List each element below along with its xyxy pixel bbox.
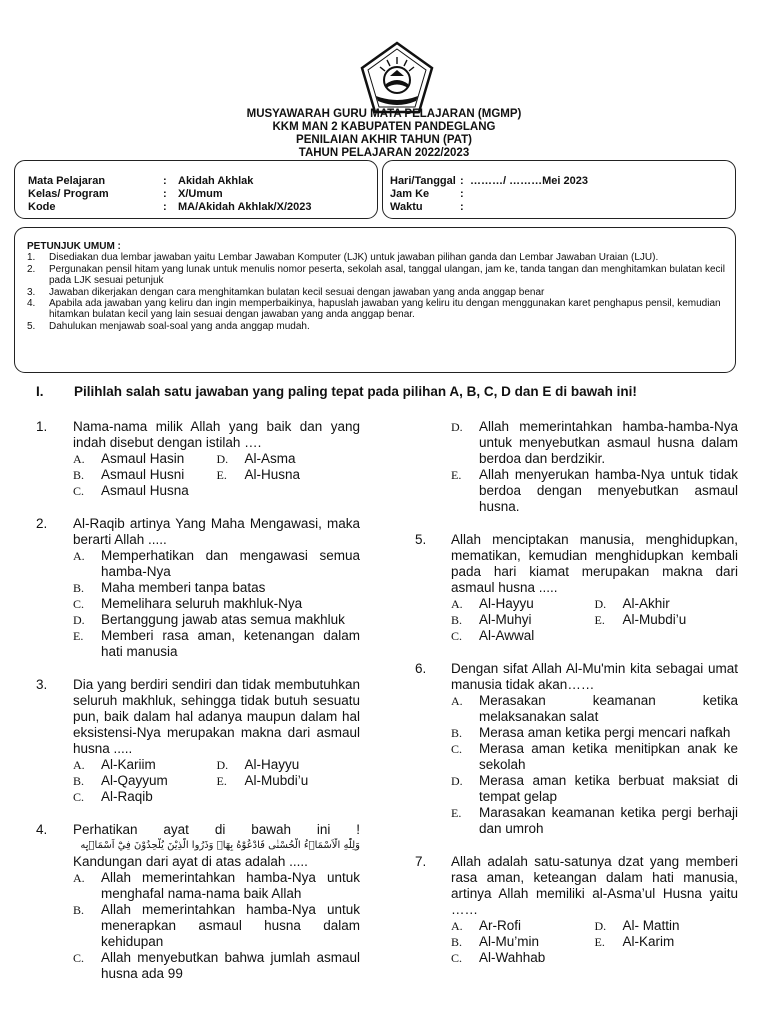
question-7: 7. Allah adalah satu-satunya dzat yang memberi rasa aman, keteangan dalam hati manusia, artinya Allah memiliki al-Asma’ul Husna yaitu …… A. Ar-Rofi D. Al- Mattin B. Al-Mu’min E. Al-Karim C. Al-Wahhab [415,854,738,965]
info-left: Mata Pelajaran : Akidah Akhlak Kelas/ Program : X/Umum Kode : MA/Akidah Akhlak/X/2023 [28,175,312,213]
header-line-2: KKM MAN 2 KABUPATEN PANDEGLANG [272,121,496,133]
instructions: PETUNJUK UMUM : 1. Disediakan dua lembar jawaban yaitu Lembar Jawaban Komputer (LJK) untuk jawaban pilihan ganda dan Lembar Jawaban Uraian (LJU). 2. Pergunakan pensil hitam yang lunak untuk menulis nomor peserta, sekolah asal, tanggal ulangan, jam ke, tanda tangan dan menghitamkan bulatan kecil pada LJK sesuai petunjuk 3. Jawaban dikerjakan dengan cara menghitamkan bulatan kecil sesuai dengan jawaban yang anda anggap benar 4. Apabila ada jawaban yang keliru dan ingin memperbaikinya, hapuslah jawaban yang keliru itu dengan menggunakan karet penghapus pensil, kemudian hitamkan bulatan kecil yang lain sesuai dengan jawaban yang anda anggap benar. 5. Dahulukan menjawab soal-soal yang anda anggap mudah. [27,241,739,332]
question-1: 1. Nama-nama milik Allah yang baik dan yang indah disebut dengan istilah …. A. Asmaul Hasin D. Al-Asma B. Asmaul Husni E. Al-Husna C. Asmaul Husna [36,419,360,498]
right-column [415,419,738,966]
subject-value: Akidah Akhlak [178,175,254,187]
section-instruction: I. Pilihlah salah satu jawaban yang paling tepat pada pilihan A, B, C, D dan E di bawah ini! [36,384,637,399]
header-line-4: TAHUN PELAJARAN 2022/2023 [298,147,470,159]
question-2: 2. Al-Raqib artinya Yang Maha Mengawasi, maka berarti Allah ..... A. Memperhatikan dan mengawasi semua hamba-Nya B. Maha memberi tanpa batas C. Memelihara seluruh makhluk-Nya D. Bertanggung jawab atas semua makhluk E. Memberi rasa aman, ketenangan dalam hati manusia [36,516,360,659]
header-line-1: MUSYAWARAH GURU MATA PELAJARAN (MGMP) [246,108,522,120]
question-3: 3. Dia yang berdiri sendiri dan tidak membutuhkan seluruh makhluk, sehingga tidak butuh sesuatu pun, baik dalam hal adanya maupun dalam hal eksistensi-Nya merupakan makna dari asmaul husna ..... A. Al-Kariim D. Al-Hayyu B. Al-Qayyum E. Al-Mubdi’u C. Al-Raqib [36,677,360,804]
question-4-continued: D. Allah memerintahkan hamba-hamba-Nya untuk menyebutkan asmaul husna dalam berdoa dan berdzikir. E. Allah menyerukan hamba-Nya untuk tidak berdoa dengan menyebutkan asmaul husna. [451,419,738,514]
question-5: 5. Allah menciptakan manusia, menghidupkan, mematikan, kemudian menghidupkan kembali pada hari kiamat merupakan makna dari asmaul husna ..... A. Al-Hayyu D. Al-Akhir B. Al-Muhyi E. Al-Mubdi’u C. Al-Awwal [415,532,738,643]
quran-verse: وَلِلّٰهِ الْاَسْمَاۤءُ الْحُسْنٰى فَادْعُوْهُ بِهَاۖ وَذَرُوا الَّذِيْنَ يُلْحِدُوْنَ فِيْٓ اَسْمَاۤىِٕه [80,840,360,851]
header-line-3: PENILAIAN AKHIR TAHUN (PAT) [296,134,472,146]
instructions-title: PETUNJUK UMUM : [27,241,121,252]
left-column [36,419,360,982]
date-value: ………/ ………Mei 2023 [470,175,588,187]
code-value: MA/Akidah Akhlak/X/2023 [178,201,312,213]
info-right: Hari/Tanggal : ………/ ………Mei 2023 Jam Ke : Waktu : [390,175,588,213]
class-value: X/Umum [178,188,223,200]
question-6: 6. Dengan sifat Allah Al-Mu'min kita sebagai umat manusia tidak akan…… A. Merasakan keamanan ketika melaksanakan salat B. Merasa aman ketika pergi mencari nafkah C. Merasa aman ketika menitipkan anak ke sekolah D. Merasa aman ketika berbuat maksiat di tempat gelap E. Marasakan keamanan ketika pergi berhaji dan umroh [415,661,738,836]
question-4: 4. Perhatikan ayat di bawah ini ! وَلِلّٰهِ الْاَسْمَاۤءُ الْحُسْنٰى فَادْعُوْهُ بِهَاۖ وَذَرُوا الَّذِيْنَ يُلْحِدُوْنَ فِيْٓ اَسْمَاۤىِٕه Kandungan dari ayat di atas adalah ..... A. Allah memerintahkan hamba-Nya untuk menghafal nama-nama baik Allah B. Allah memerintahkan hamba-Nya untuk menerapkan asmaul husna dalam kehidupan C. Allah menyebutkan bahwa jumlah asmaul husna ada 99 [36,822,360,981]
